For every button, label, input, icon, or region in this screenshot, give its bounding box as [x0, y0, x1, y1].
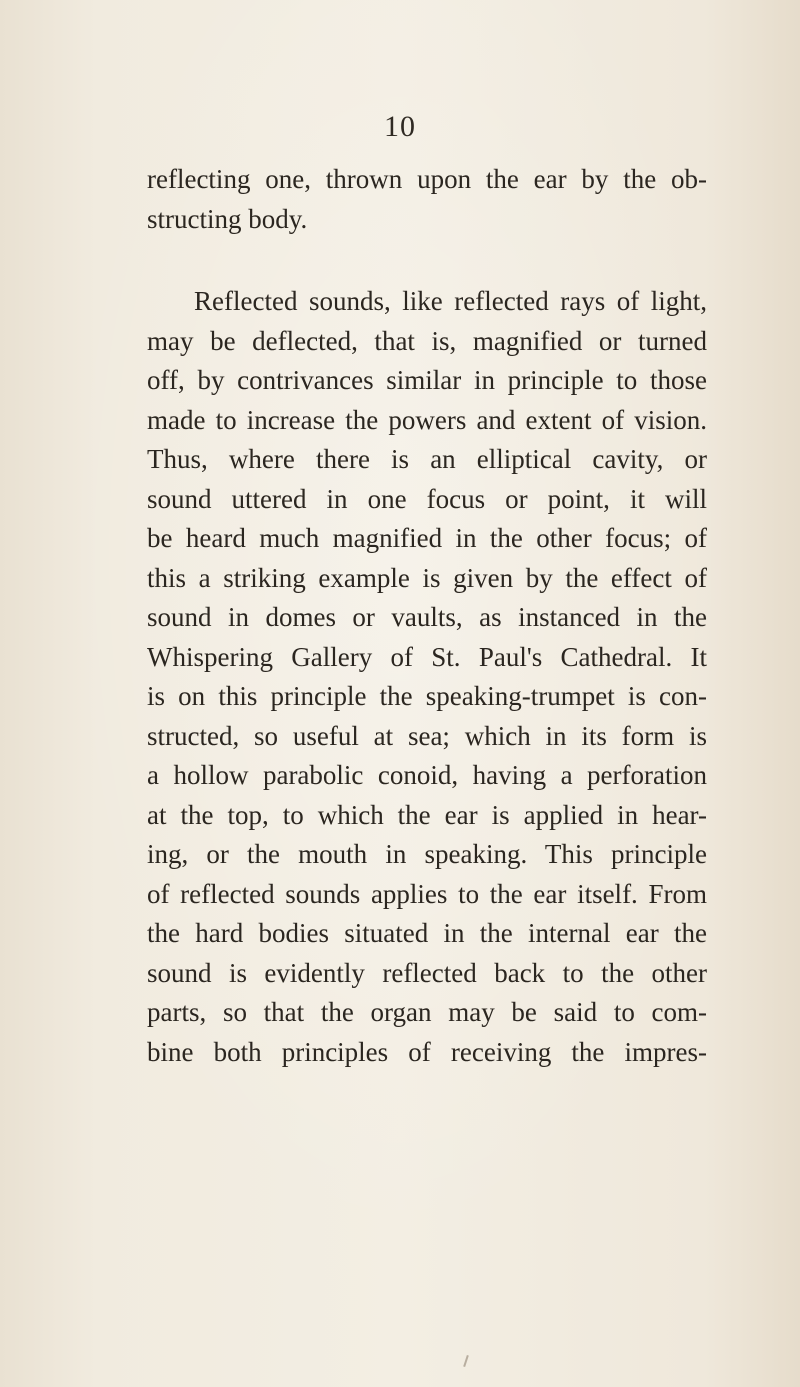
- text-line: sound is evidently reflected back to the other: [147, 957, 707, 988]
- text-line: is on this principle the speaking-trumpet is con-: [147, 681, 707, 711]
- text-line: structed, so useful at sea; which in its form is: [147, 720, 707, 751]
- text-line: at the top, to which the ear is applied in hear-: [147, 799, 707, 830]
- text-line: reflecting one, thrown upon the ear by the ob-: [147, 164, 707, 194]
- text-line: sound uttered in one focus or point, it will: [147, 483, 707, 514]
- text-line: this a striking example is given by the effect of: [147, 562, 707, 593]
- page-number: 10: [384, 110, 416, 143]
- page-text: [147, 160, 707, 1072]
- ink-speck: [463, 1355, 469, 1367]
- text-line: made to increase the powers and extent of vision.: [147, 404, 707, 435]
- text-line: be heard much magnified in the other focus; of: [147, 523, 707, 553]
- text-line: may be deflected, that is, magnified or turned: [147, 325, 707, 356]
- text-line: sound in domes or vaults, as instanced in the: [147, 602, 707, 632]
- text-line: the hard bodies situated in the internal ear the: [147, 918, 707, 948]
- text-line: parts, so that the organ may be said to com-: [147, 997, 707, 1027]
- paragraph-gap: [147, 239, 707, 282]
- paragraph-reflected-sounds: [147, 282, 707, 1072]
- text-line: of reflected sounds applies to the ear itself. From: [147, 878, 707, 909]
- text-line: ing, or the mouth in speaking. This principle: [147, 839, 707, 869]
- text-line: bine both principles of receiving the impres-: [147, 1036, 707, 1067]
- text-line: Whispering Gallery of St. Paul's Cathedral. It: [147, 641, 707, 672]
- text-line: structing body.: [147, 203, 308, 234]
- text-line: Reflected sounds, like reflected rays of light,: [194, 286, 707, 316]
- text-line: a hollow parabolic conoid, having a perforation: [147, 760, 707, 790]
- text-line: Thus, where there is an elliptical cavity, or: [147, 444, 707, 474]
- paragraph-continuation: [147, 160, 707, 239]
- text-line: off, by contrivances similar in principle to those: [147, 365, 707, 395]
